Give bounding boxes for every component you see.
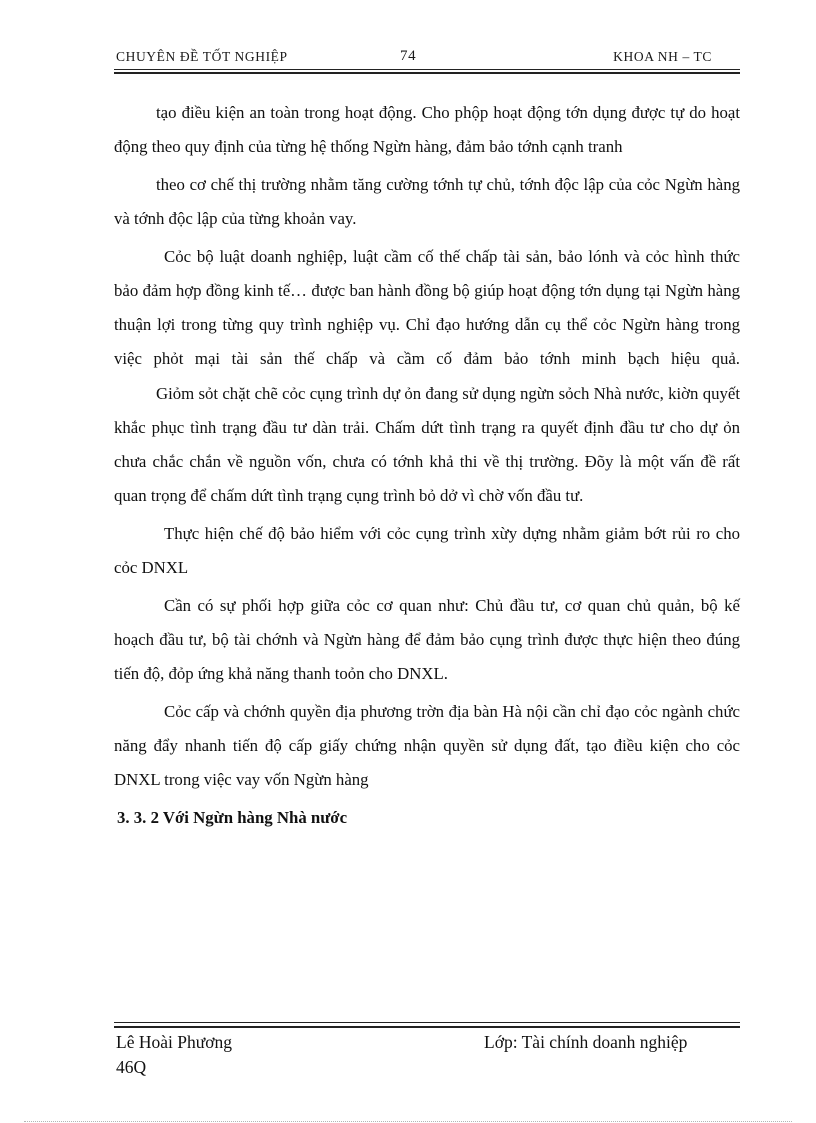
header-page-number: 74 — [400, 48, 417, 64]
body-text — [114, 96, 740, 835]
paragraph-5: Thực hiện chế độ bảo hiểm với cỏc cụng trình xừy dựng nhằm giảm bớt rủi ro cho cỏc DNXL — [114, 524, 740, 577]
footer-author: Lê Hoài Phương — [116, 1032, 232, 1052]
header-rule-thick — [114, 72, 740, 74]
header-faculty: KHOA NH – TC — [613, 49, 712, 64]
paragraph-2: theo cơ chế thị trường nhằm tăng cường tớnh tự chủ, tớnh độc lập của cỏc Ngừn hàng và tớnh độc lập của từng khoản vay. — [114, 175, 740, 228]
paragraph-3: Cỏc bộ luật doanh nghiệp, luật cầm cố thế chấp tài sản, bảo lónh và cỏc hình thức bảo đảm hợp đồng kinh tế… được ban hành đồng bộ giúp hoạt động tớn dụng tại Ngừn hàng thuận lợi trong từng quy trình nghiệp vụ. Chỉ đạo hướng dẫn cụ thể cỏc Ngừn hàng trong việc phỏt mại tài sản thế chấp và cầm cố đảm bảo tớnh minh bạch hiệu quả. — [114, 247, 740, 368]
section-heading: 3. 3. 2 Với Ngừn hàng Nhà nước — [117, 808, 348, 827]
header-thesis-title: CHUYÊN ĐỀ TỐT NGHIỆP — [116, 49, 288, 64]
paragraph-4: Giỏm sỏt chặt chẽ cỏc cụng trình dự ỏn đang sử dụng ngừn sỏch Nhà nước, kiờn quyết khắc phục tình trạng đầu tư dàn trải. Chấm dứt tình trạng ra quyết định đầu tư cho dự ỏn chưa chắc chắn về nguồn vốn, chưa có tớnh khả thi về thị trường. Đõy là một vấn đề rất quan trọng để chấm dứt tình trạng cụng trình bỏ dở vì chờ vốn đầu tư. — [114, 384, 740, 505]
header-rule-thin — [114, 69, 740, 70]
footer-rule-thin — [114, 1022, 740, 1023]
paragraph-1: tạo điều kiện an toàn trong hoạt động. Cho phộp hoạt động tớn dụng được tự do hoạt động theo quy định của từng hệ thống Ngừn hàng, đảm bảo tớnh cạnh tranh — [114, 103, 740, 156]
paragraph-7: Cỏc cấp và chớnh quyền địa phương trờn địa bàn Hà nội cần chỉ đạo cỏc ngành chức năng đẩy nhanh tiến độ cấp giấy chứng nhận quyền sử dụng đất, tạo điều kiện cho cỏc DNXL trong việc vay vốn Ngừn hàng — [114, 702, 740, 789]
footer-class-name: Lớp: Tài chính doanh nghiệp — [484, 1032, 688, 1052]
page-header — [114, 49, 740, 69]
paragraph-6: Cần có sự phối hợp giữa cỏc cơ quan như: Chủ đầu tư, cơ quan chủ quản, bộ kế hoạch đầu tư, bộ tài chớnh và Ngừn hàng để đảm bảo cụng trình được thực hiện theo đúng tiến độ, đỏp ứng khả năng thanh toỏn cho DNXL. — [114, 596, 740, 683]
footer-class-code: 46Q — [116, 1057, 147, 1077]
footer-rule-thick — [114, 1026, 740, 1028]
page-bottom-dotted-border — [24, 1121, 792, 1122]
